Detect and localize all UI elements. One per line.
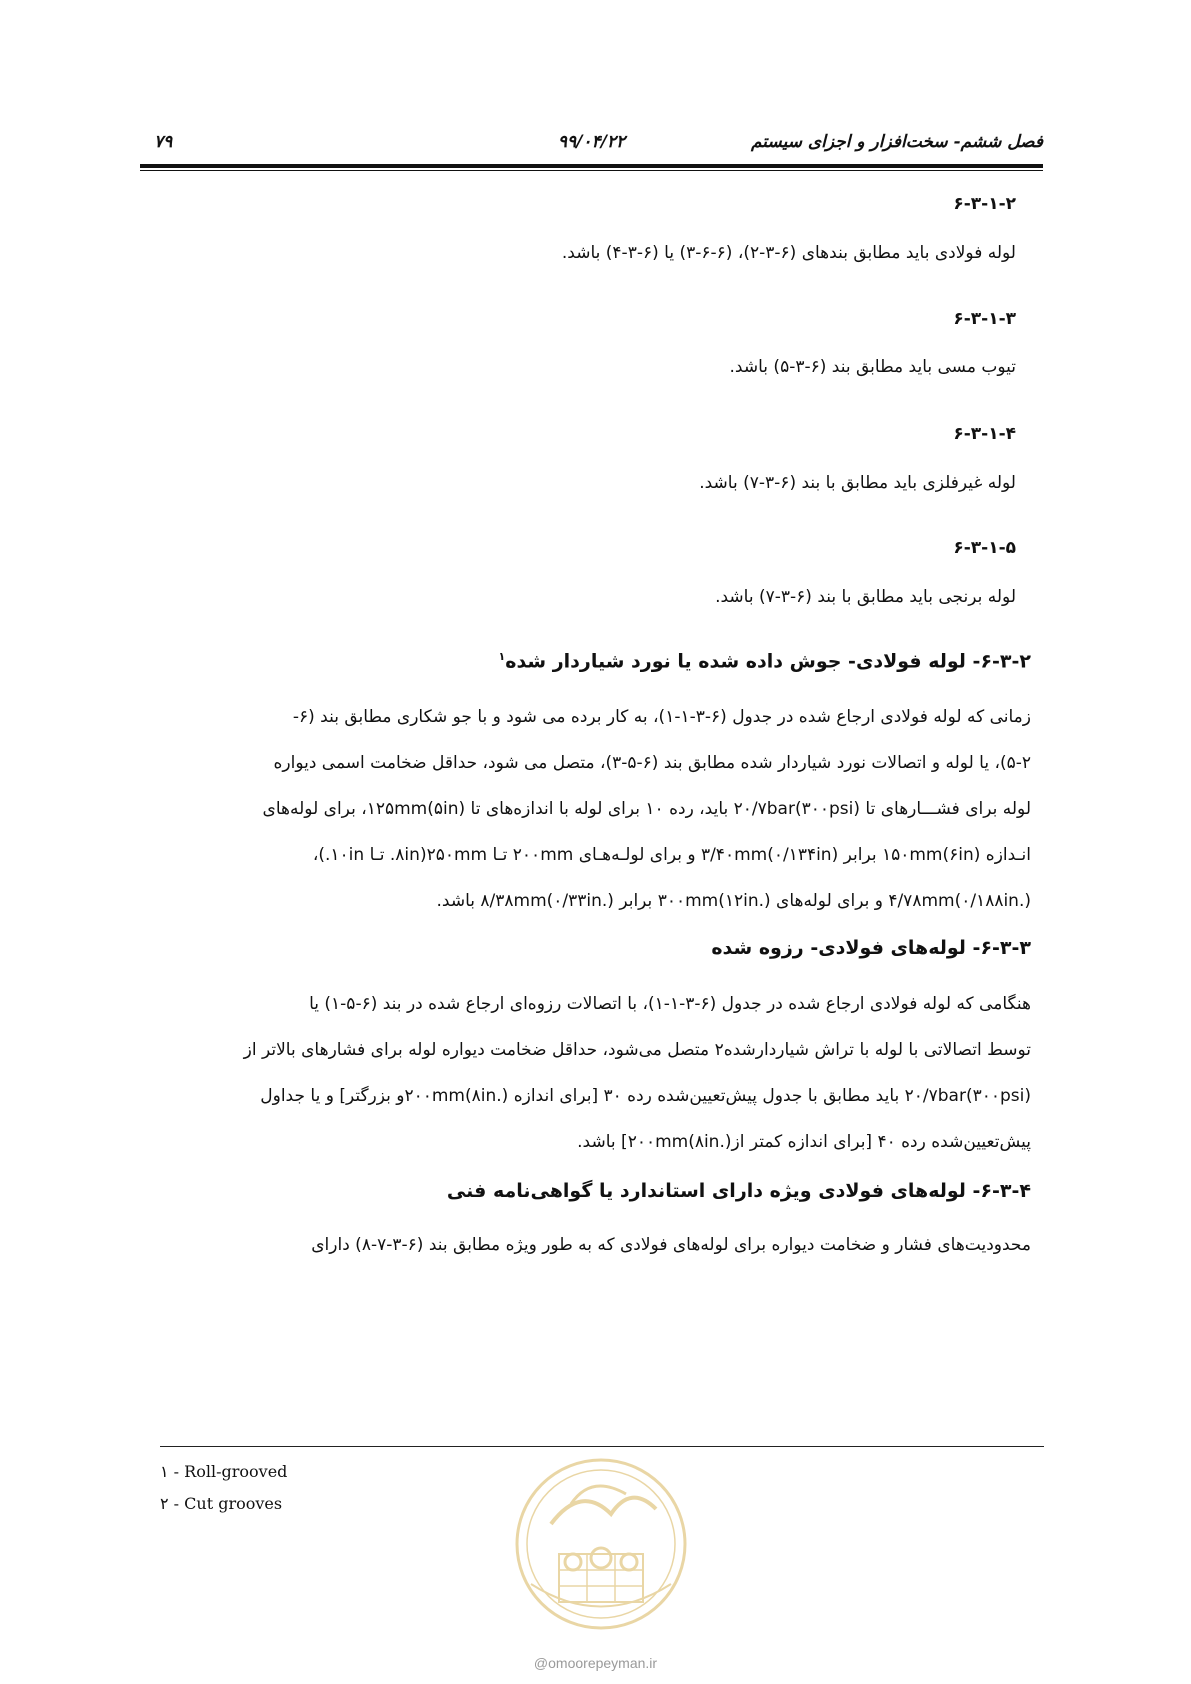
section-title: ۶-۳-۲- لوله فولادی- جوش داده شده یا نورد شیاردار شده [505,650,1031,673]
paragraph-line: انـدازه ۱۵۰mm(۶in) برابر ۳/۴۰mm(۰/۱۳۴in) و برای لولـه‌هـای ۲۰۰mm تـا ۲۵۰mm(۸in. تـا ۱۰in.)، [312,845,1031,865]
paragraph-line: لوله برای فشـــارهای تا ۲۰/۷bar(۳۰۰psi) باید، رده ۱۰ برای لوله با اندازه‌های تا ۱۲۵mm(۵in)، برای لوله‌های [262,799,1031,819]
header-date: ۹۹/۰۴/۲۲ [557,132,626,152]
page-header [140,128,1043,158]
section-heading [711,937,1031,959]
item-number: ۶-۳-۱-۲ [953,194,1016,214]
section-heading [447,1180,1031,1202]
header-rule-thick [140,164,1043,168]
section-paragraph [159,1222,1031,1268]
item-text: لوله فولادی باید مطابق بندهای (۶-۳-۲)، (۶-۶-۳) یا (۶-۳-۴) باشد. [561,243,1016,263]
footnote: ۱ - Roll-grooved [160,1462,288,1481]
paragraph-line: هنگامی که لوله فولادی ارجاع شده در جدول (۶-۳-۱-۱)، با اتصالات رزوه‌ای ارجاع شده در بند (۶-۵-۱) یا [309,994,1031,1014]
chapter-title: فصل ششم- سخت‌افزار و اجزای سیستم [750,132,1043,152]
item-number: ۶-۳-۱-۴ [953,424,1016,444]
section-title: ۶-۳-۴- لوله‌های فولادی ویژه دارای استاندارد یا گواهی‌نامه فنی [446,1180,1031,1202]
item-number: ۶-۳-۱-۵ [953,538,1016,558]
item-text: لوله غیرفلزی باید مطابق با بند (۶-۳-۷) باشد. [699,473,1016,493]
paragraph-line: پیش‌تعیین‌شده رده ۴۰ [برای اندازه کمتر از۲۰۰mm(۸in.)] باشد. [577,1132,1031,1152]
item-number: ۶-۳-۱-۳ [953,309,1016,329]
footnote-ref: ۱ [498,650,506,663]
item-text: تیوب مسی باید مطابق بند (۶-۳-۵) باشد. [729,357,1016,377]
paragraph-line: توسط اتصالاتی با لوله با تراش شیاردارشده۲ متصل می‌شود، حداقل ضخامت دیواره لوله برای فشارهای بالاتر از [243,1040,1031,1060]
paragraph-line: زمانی که لوله فولادی ارجاع شده در جدول (۶-۳-۱-۱)، به کار برده می شود و با جو شکاری مطابق بند (۶- [292,707,1031,727]
page-number: ۷۹ [154,132,173,152]
footnote-rule [160,1446,1044,1447]
section-paragraph [159,694,1031,924]
paragraph-line: ۴/۷۸mm(۰/۱۸۸in.) و برای لوله‌های ۳۰۰mm(۱۲in.) برابر ۸/۳۸mm(۰/۳۳in.) باشد. [436,891,1031,911]
watermark-text: @omoorepeyman.ir [533,1655,658,1671]
section-heading [499,650,1031,672]
seal-logo-icon [511,1454,691,1634]
paragraph-line: محدودیت‌های فشار و ضخامت دیواره برای لوله‌های فولادی که به طور ویژه مطابق بند (۶-۳-۷-۸) دارای [311,1235,1031,1255]
paragraph-line: ۲۰/۷bar(۳۰۰psi) باید مطابق با جدول پیش‌تعیین‌شده رده ۳۰ [برای اندازه ۲۰۰mm(۸in.)و بزرگتر] و یا جداول [260,1086,1031,1106]
paragraph-line: ۵-۲)، یا لوله و اتصالات نورد شیاردار شده مطابق بند (۶-۵-۳)، متصل می شود، حداقل ضخامت اسمی دیواره [273,753,1031,773]
section-paragraph [159,981,1031,1165]
footnote: ۲ - Cut grooves [160,1494,283,1513]
section-title: ۶-۳-۳- لوله‌های فولادی- رزوه شده [711,937,1031,959]
item-text: لوله برنجی باید مطابق با بند (۶-۳-۷) باشد. [715,587,1016,607]
header-rule-thin [140,170,1043,171]
